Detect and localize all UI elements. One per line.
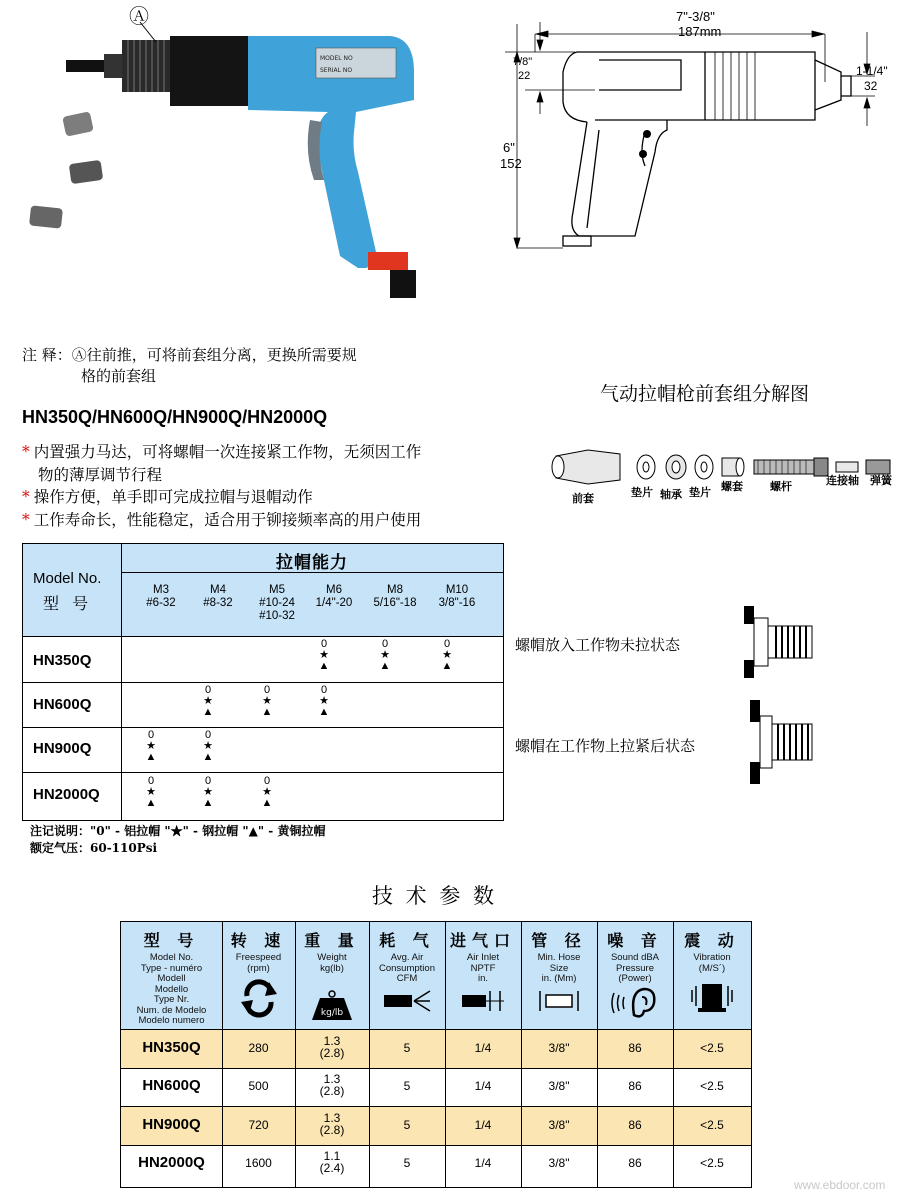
cell-speed: 1600 xyxy=(245,1156,272,1170)
cap-row-model-3: HN2000Q xyxy=(33,786,100,803)
capacity-mark: 0 ★ ▲ xyxy=(261,684,273,718)
part-label-washer-1: 垫片 xyxy=(631,486,653,499)
spec-header-inlet: 进气口 Air Inlet NPTF in. xyxy=(445,922,521,1017)
hose-icon xyxy=(536,989,582,1013)
cell-weight: 1.1 (2.4) xyxy=(319,1149,345,1175)
part-label-nut-sleeve: 螺套 xyxy=(721,480,743,493)
cell-sound: 86 xyxy=(628,1118,642,1132)
cell-weight: 1.3 (2.8) xyxy=(319,1072,345,1098)
spec-row-model-0: HN350Q xyxy=(142,1039,201,1056)
dim-length-mm: 187mm xyxy=(678,24,722,39)
capacity-mark: 0 ★ ▲ xyxy=(379,638,391,672)
cell-hose: 3/8" xyxy=(548,1079,570,1093)
note-circle: Ⓐ xyxy=(71,346,87,364)
cell-inlet: 1/4 xyxy=(474,1156,492,1170)
spec-row-model-1: HN600Q xyxy=(142,1077,201,1094)
cell-weight: 1.3 (2.8) xyxy=(319,1034,345,1060)
vibration-icon xyxy=(690,980,734,1014)
spec-header-weight: 重 量 Weight kg(lb) kg/lb xyxy=(295,922,369,1026)
cell-hose: 3/8" xyxy=(548,1041,570,1055)
cell-hose: 3/8" xyxy=(548,1156,570,1170)
feature-item-cont: 物的薄厚调节行程 xyxy=(38,465,163,484)
size-col-2: M5 #10-24 #10-32 xyxy=(259,584,295,622)
part-label-screw: 螺杆 xyxy=(770,480,792,493)
capacity-mark: 0 ★ ▲ xyxy=(145,775,157,809)
dim-length-in: 7"-3/8" xyxy=(676,9,715,24)
spec-title: 技 术 参 数 xyxy=(372,884,498,908)
cell-weight: 1.3 (2.8) xyxy=(319,1111,345,1137)
feature-item: * 操作方便，单手即可完成拉帽与退帽动作 xyxy=(22,488,313,506)
note-line-1: 往前推，可将前套组分离，更换所需要规 xyxy=(86,346,357,364)
weight-icon xyxy=(310,990,354,1022)
cell-air: 5 xyxy=(403,1079,411,1093)
part-label-washer-2: 垫片 xyxy=(689,486,711,499)
cell-inlet: 1/4 xyxy=(474,1118,492,1132)
air-inlet-icon xyxy=(460,989,506,1013)
state-label-after: 螺帽在工作物上拉紧后状态 xyxy=(515,737,696,755)
feature-item: * 工作寿命长，性能稳定，适合用于铆接频率高的用户使用 xyxy=(22,510,422,529)
air-consumption-icon xyxy=(382,989,432,1013)
spec-header-vibration: 震 动 Vibration (M/S´) xyxy=(673,922,751,1018)
callout-a-leader xyxy=(130,20,160,44)
cap-row-model-0: HN350Q xyxy=(33,652,92,669)
exploded-title: 气动拉帽枪前套组分解图 xyxy=(600,383,810,405)
capacity-table xyxy=(22,543,504,821)
tool-label-serial: SERIAL NO xyxy=(320,67,353,74)
product-photo xyxy=(18,2,448,312)
spec-header-sound: 噪 音 Sound dBA Pressure (Power) xyxy=(597,922,673,1025)
spec-header-speed: 转 速 Freespeed (rpm) xyxy=(222,922,295,1022)
part-label-front-sleeve: 前套 xyxy=(572,492,594,505)
cell-air: 5 xyxy=(403,1156,411,1170)
cap-row-model-2: HN900Q xyxy=(33,740,92,757)
size-col-1: M4 #8-32 xyxy=(203,584,233,609)
cell-vibration: <2.5 xyxy=(700,1041,724,1055)
capacity-mark: 0 ★ ▲ xyxy=(441,638,453,672)
part-label-spring: 弹簧 xyxy=(870,474,892,487)
size-col-5: M10 3/8"-16 xyxy=(438,584,476,609)
cell-inlet: 1/4 xyxy=(474,1041,492,1055)
cell-sound: 86 xyxy=(628,1079,642,1093)
dim-nose-mm: 32 xyxy=(864,79,878,93)
rotation-icon xyxy=(239,978,279,1018)
nut-after-diagram xyxy=(740,698,830,788)
cell-vibration: <2.5 xyxy=(700,1118,724,1132)
spec-row-model-3: HN2000Q xyxy=(138,1154,205,1171)
part-label-shaft: 连接轴 xyxy=(826,474,859,487)
note-line-2: 格的前套组 xyxy=(81,367,157,385)
state-label-before: 螺帽放入工作物未拉状态 xyxy=(515,636,681,654)
cell-sound: 86 xyxy=(628,1041,642,1055)
model-heading: HN350Q/HN600Q/HN900Q/HN2000Q xyxy=(22,407,328,427)
dim-height-in: 6" xyxy=(503,140,515,155)
watermark: www.ebdoor.com xyxy=(794,1178,886,1192)
dim-height-mm: 152 xyxy=(500,156,522,171)
feature-list xyxy=(22,441,512,531)
note-prefix: 注 释： xyxy=(22,346,72,364)
cell-hose: 3/8" xyxy=(548,1118,570,1132)
spec-table xyxy=(120,921,752,1188)
part-label-bearing: 轴承 xyxy=(660,488,682,501)
legend-line-2: 额定气压：60-110Psi xyxy=(30,841,158,855)
legend xyxy=(30,823,325,857)
capacity-group-header: 拉帽能力 xyxy=(276,553,348,573)
spec-header-hose: 管 径 Min. Hose Size in. (Mm) xyxy=(521,922,597,1017)
cell-air: 5 xyxy=(403,1041,411,1055)
capacity-mark: 0 ★ ▲ xyxy=(318,638,330,672)
spec-header-model: 型 号 Model No. Type - numéro Modell Modello Type Nr. Num. de Modelo Modelo numero xyxy=(136,931,207,1026)
cell-speed: 500 xyxy=(248,1079,269,1093)
spec-header-air: 耗 气 Avg. Air Consumption CFM xyxy=(369,922,445,1017)
dim-top-in: 7/8" xyxy=(513,56,533,68)
ear-icon xyxy=(610,985,660,1021)
cell-vibration: <2.5 xyxy=(700,1156,724,1170)
nut-before-diagram xyxy=(740,600,830,685)
capacity-mark: 0 ★ ▲ xyxy=(202,775,214,809)
note xyxy=(22,345,357,387)
svg-text:kg/lb: kg/lb xyxy=(320,1008,344,1018)
tool-label-model: MODEL NO xyxy=(320,55,353,62)
cell-vibration: <2.5 xyxy=(700,1079,724,1093)
capacity-mark: 0 ★ ▲ xyxy=(202,729,214,763)
size-col-3: M6 1/4"-20 xyxy=(315,584,353,609)
legend-line-1: 注记说明："0" - 铝拉帽 "★" - 钢拉帽 "▲" - 黄铜拉帽 xyxy=(30,824,326,838)
capacity-mark: 0 ★ ▲ xyxy=(261,775,273,809)
feature-item: * 内置强力马达，可将螺帽一次连接紧工作物，无须因工作 xyxy=(22,443,422,461)
capacity-mark: 0 ★ ▲ xyxy=(202,684,214,718)
model-label-cn: 型 号 xyxy=(43,594,93,613)
cell-speed: 280 xyxy=(248,1041,269,1055)
size-col-4: M8 5/16"-18 xyxy=(373,584,417,609)
cell-air: 5 xyxy=(403,1118,411,1132)
spec-row-model-2: HN900Q xyxy=(142,1116,201,1133)
model-label-en: Model No. xyxy=(33,570,102,587)
cell-sound: 86 xyxy=(628,1156,642,1170)
dim-nose-in: 1-1/4" xyxy=(856,64,888,78)
dimension-drawing xyxy=(495,2,907,262)
cell-inlet: 1/4 xyxy=(474,1079,492,1093)
cell-speed: 720 xyxy=(248,1118,269,1132)
dim-top-mm: 22 xyxy=(518,70,531,82)
capacity-mark: 0 ★ ▲ xyxy=(318,684,330,718)
callout-a-marker: Ⓐ xyxy=(129,4,149,28)
size-col-0: M3 #6-32 xyxy=(146,584,176,609)
capacity-mark: 0 ★ ▲ xyxy=(145,729,157,763)
cap-row-model-1: HN600Q xyxy=(33,696,92,713)
